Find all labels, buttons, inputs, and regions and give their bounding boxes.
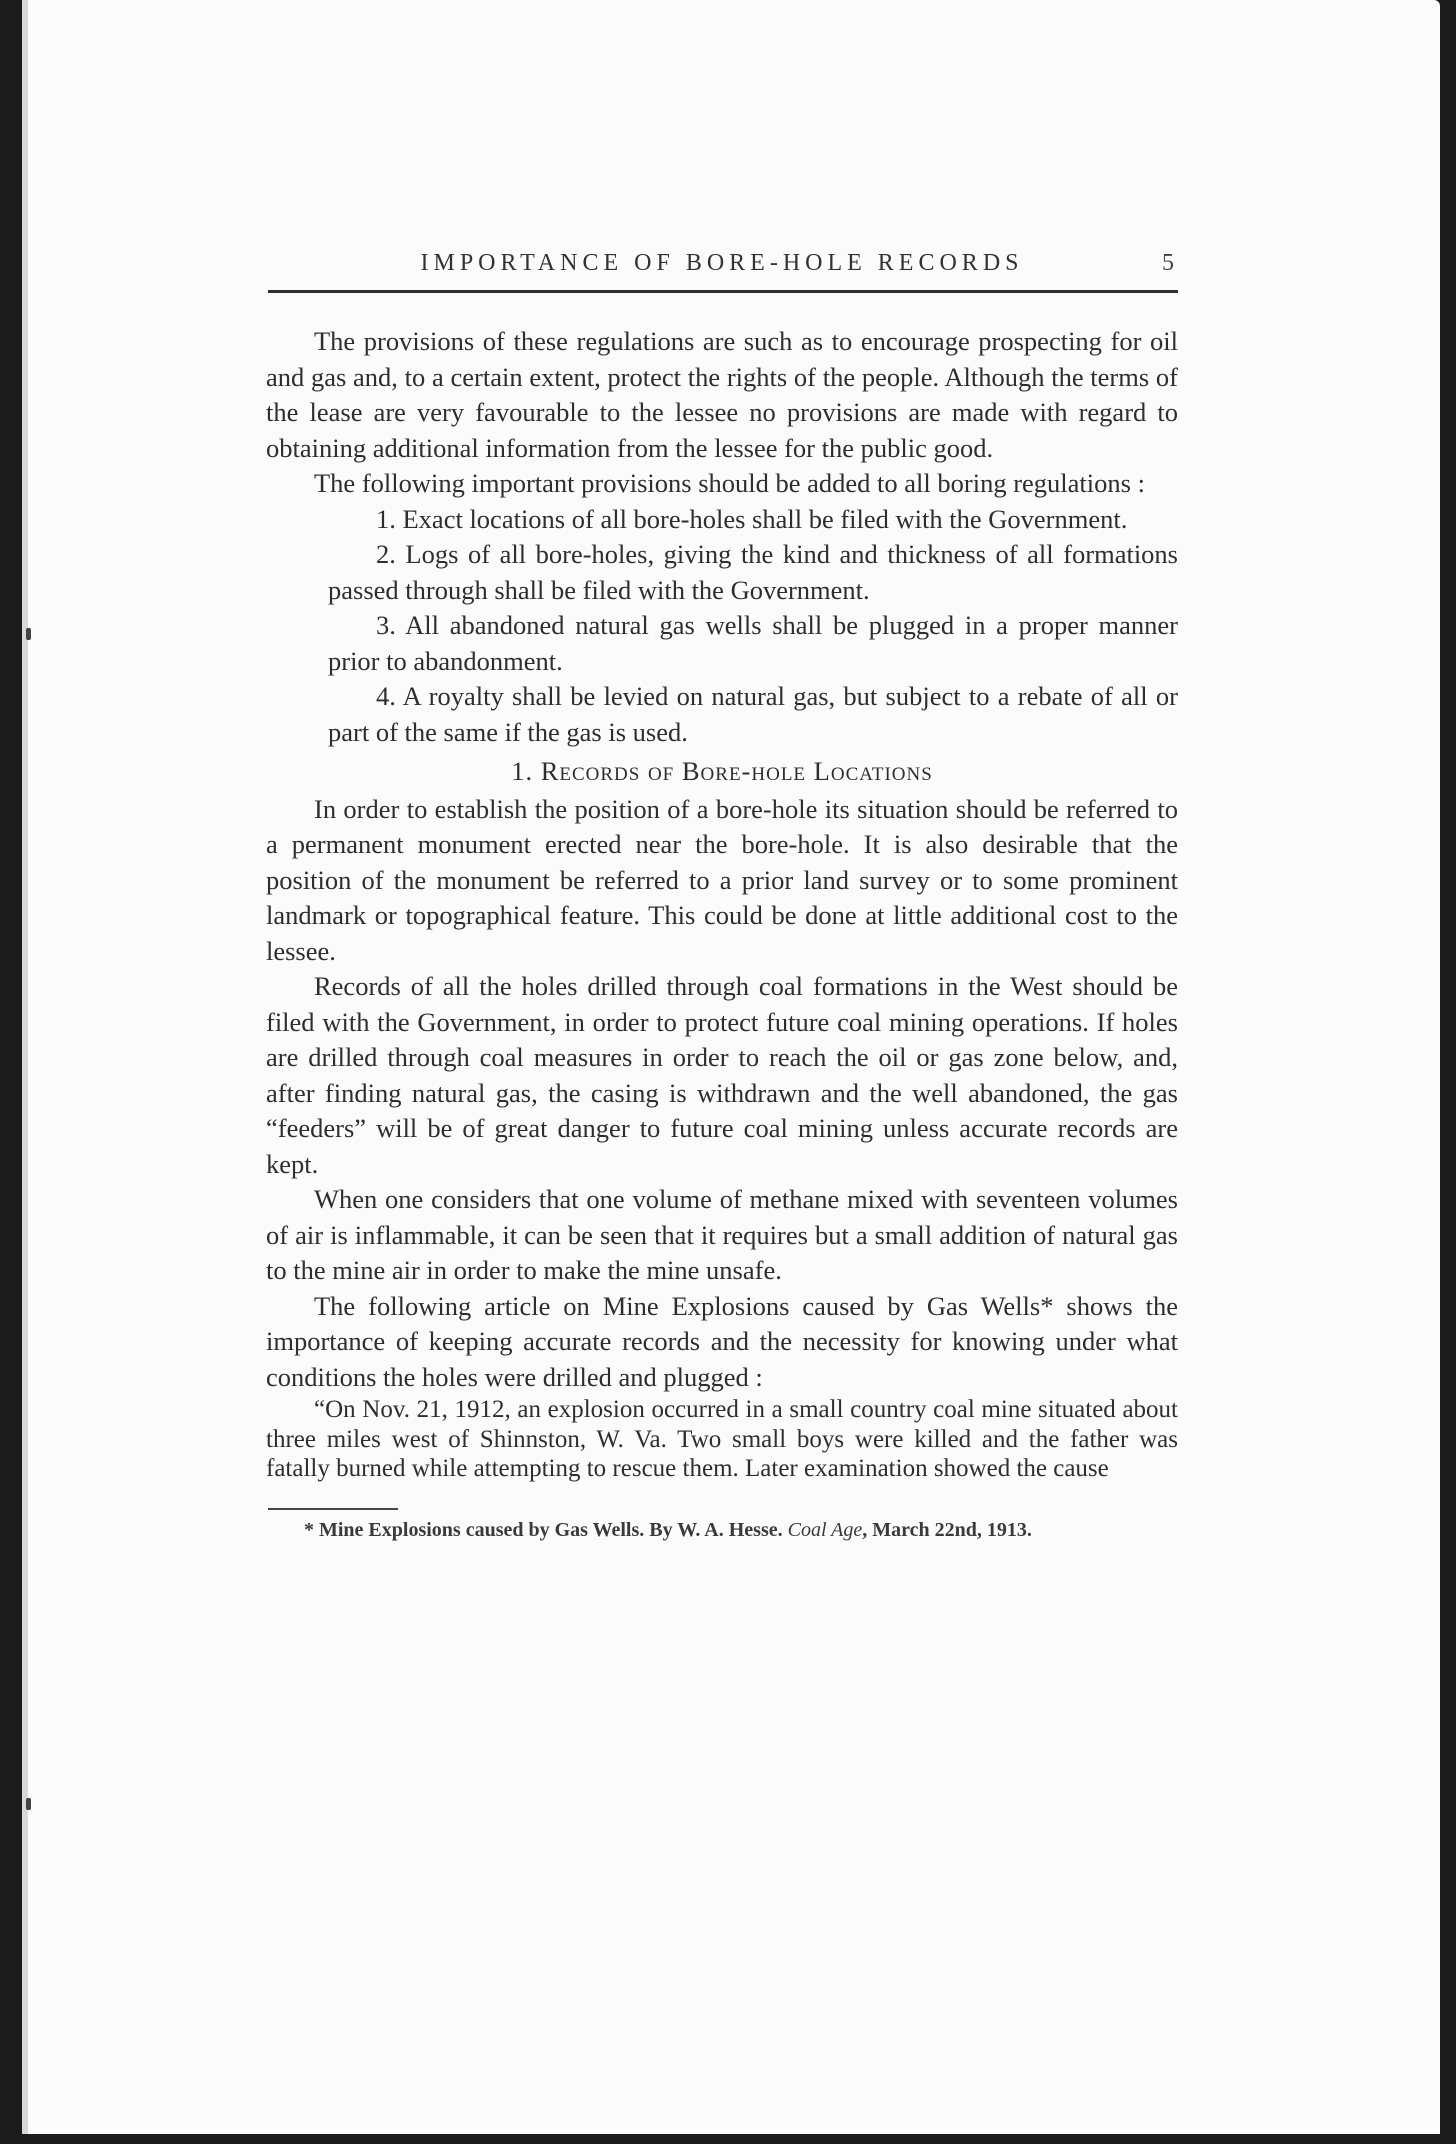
quoted-article: “On Nov. 21, 1912, an explosion occurred in a small country coal mine situated about three miles west of Shinnston, W. Va. Two small boys were killed and the father was fatally burned while attempting to rescue them. Later examination showed the cause bbox=[266, 1396, 1178, 1482]
book-page bbox=[22, 0, 1440, 2134]
paragraph: In order to establish the position of a bore-hole its situation should be referred to a permanent monument erected near the bore-hole. It is also desirable that the position of the monument be referred to a prior land survey or to some prominent landmark or topographical feature. This could be done at little additional cost to the lessee. bbox=[266, 793, 1178, 966]
paragraph: The following article on Mine Explosions caused by Gas Wells* shows the importance of keeping accurate records and the necessity for knowing under what conditions the holes were drilled and plugged : bbox=[266, 1290, 1178, 1392]
running-title: IMPORTANCE OF BORE-HOLE RECORDS bbox=[420, 250, 1024, 276]
provision-item: 1. Exact locations of all bore-holes shall be filed with the Government. bbox=[376, 503, 1128, 534]
provision-item: 3. All abandoned natural gas wells shall be plugged in a proper manner prior to abandonment. bbox=[328, 610, 1178, 676]
body-text bbox=[266, 324, 1178, 1542]
provision-item: 2. Logs of all bore-holes, giving the kind and thickness of all formations passed through shall be filed with the Government. bbox=[328, 539, 1178, 605]
footnote-tail: , March 22nd, 1913. bbox=[862, 1518, 1032, 1541]
page-content bbox=[266, 244, 1178, 1541]
section-heading: 1. Records of Bore-hole Locations bbox=[511, 756, 933, 786]
footnote-journal: Coal Age bbox=[787, 1518, 863, 1541]
footnote-rule bbox=[268, 1508, 398, 1510]
binding-edge bbox=[22, 0, 28, 2134]
page-mark bbox=[26, 628, 31, 640]
paragraph: The following important provisions should be added to all boring regulations : bbox=[314, 468, 1145, 498]
header-rule bbox=[268, 290, 1178, 293]
footnote bbox=[266, 1518, 1178, 1542]
paragraph: The provisions of these regulations are such as to encourage prospecting for oil and gas and, to a certain extent, protect the rights of the people. Although the terms of the lease are very favourable to the lessee no provisions are made with regard to obtaining additional information from the lessee for the public good. bbox=[266, 326, 1178, 463]
footnote-lead: * Mine Explosions caused by Gas Wells. By W. A. Hesse. bbox=[304, 1518, 783, 1541]
page-number: 5 bbox=[1162, 250, 1174, 276]
running-header bbox=[266, 244, 1178, 284]
paragraph: Records of all the holes drilled through coal formations in the West should be filed with the Government, in order to protect future coal mining operations. If holes are drilled through coal measures in order to reach the oil or gas zone below, and, after finding natural gas, the casing is withdrawn and the well abandoned, the gas “feeders” will be of great danger to future coal mining unless accurate records are kept. bbox=[266, 971, 1178, 1179]
provision-item: 4. A royalty shall be levied on natural gas, but subject to a rebate of all or part of the same if the gas is used. bbox=[328, 681, 1178, 747]
paragraph: When one considers that one volume of methane mixed with seventeen volumes of air is inflammable, it can be seen that it requires but a small addition of natural gas to the mine air in order to make the mine unsafe. bbox=[266, 1184, 1178, 1285]
page-mark bbox=[26, 1798, 31, 1810]
